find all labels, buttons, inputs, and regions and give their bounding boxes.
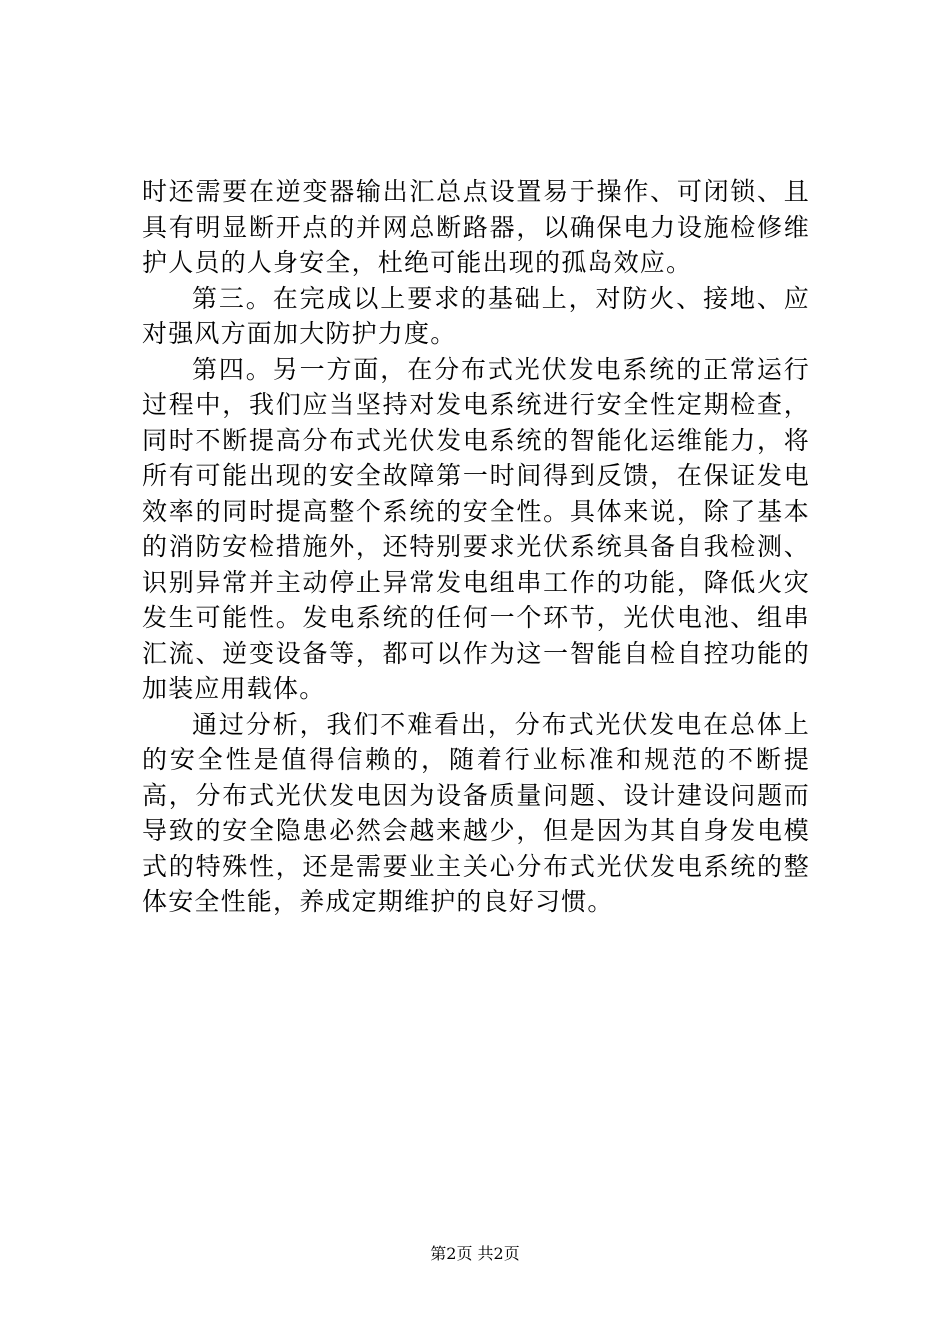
document-body (142, 174, 810, 920)
paragraph-third-point: 第三。在完成以上要求的基础上，对防火、接地、应对强风方面加大防护力度。 (142, 283, 810, 348)
paragraph-conclusion: 通过分析，我们不难看出，分布式光伏发电在总体上的安全性是值得信赖的，随着行业标准和规范的不断提高，分布式光伏发电因为设备质量问题、设计建设问题而导致的安全隐患必然会越来越少，但是因为其自身发电模式的特殊性，还是需要业主关心分布式光伏发电系统的整体安全性能，养成定期维护的良好习惯。 (142, 709, 810, 916)
paragraph-continued: 时还需要在逆变器输出汇总点设置易于操作、可闭锁、且具有明显断开点的并网总断路器，以确保电力设施检修维护人员的人身安全，杜绝可能出现的孤岛效应。 (142, 177, 810, 277)
paragraph-fourth-point: 第四。另一方面，在分布式光伏发电系统的正常运行过程中，我们应当坚持对发电系统进行安全性定期检查，同时不断提高分布式光伏发电系统的智能化运维能力，将所有可能出现的安全故障第一时间得到反馈，在保证发电效率的同时提高整个系统的安全性。具体来说，除了基本的消防安检措施外，还特别要求光伏系统具备自我检测、识别异常并主动停止异常发电组串工作的功能，降低火灾发生可能性。发电系统的任何一个环节，光伏电池、组串汇流、逆变设备等，都可以作为这一智能自检自控功能的加装应用载体。 (142, 354, 810, 703)
page-footer: 第2页 共2页 (430, 1244, 520, 1263)
